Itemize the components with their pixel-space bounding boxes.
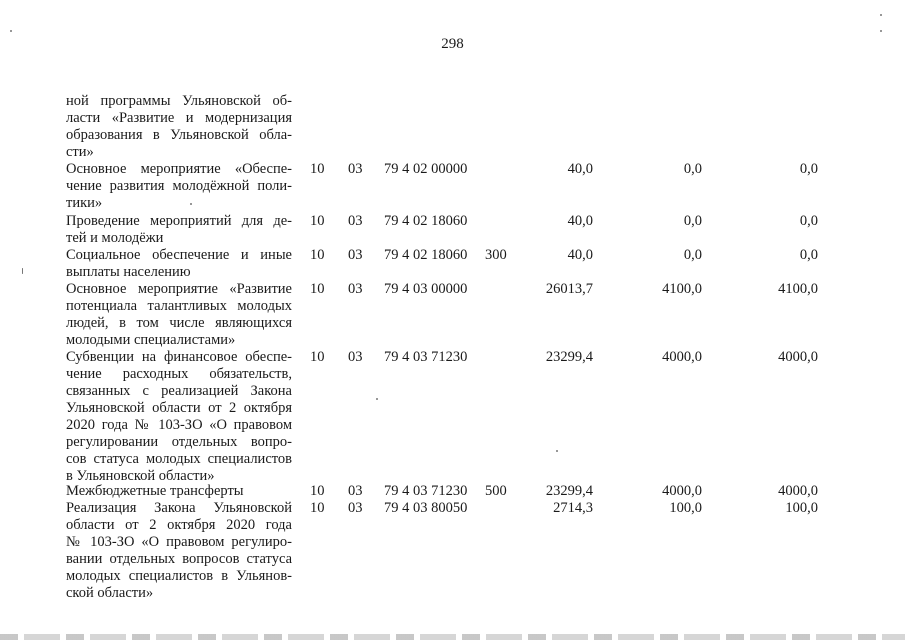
scan-edge-artifact: [0, 634, 905, 640]
amount-year-2: 0,0: [683, 247, 702, 263]
amount-year-3: 0,0: [799, 161, 818, 177]
section-code: 10: [310, 161, 325, 177]
row-name-line: ской области»: [66, 585, 154, 601]
subsection-code: 03: [348, 281, 363, 297]
amount-year-1: 40,0: [567, 161, 593, 177]
amount-year-1: 23299,4: [545, 349, 593, 365]
subsection-code: 03: [348, 500, 363, 516]
expense-type-code: 300: [485, 247, 507, 263]
row-name-line: выплаты населению: [66, 264, 191, 280]
row-name: [66, 500, 292, 602]
amount-year-2: 4000,0: [662, 349, 702, 365]
section-code: 10: [310, 483, 325, 499]
scan-speck: [880, 14, 882, 16]
row-name-line: вании отдельных вопросов статуса: [66, 551, 292, 567]
row-name-line: Реализация Закона Ульяновской: [66, 500, 292, 516]
row-name-line: Субвенции на финансовое обеспе-: [66, 349, 292, 365]
subsection-code: 03: [348, 247, 363, 263]
amount-year-1: 26013,7: [545, 281, 593, 297]
section-code: 10: [310, 281, 325, 297]
row-name-line: 2020 года № 103-ЗО «О правовом: [66, 417, 292, 433]
scan-speck: [556, 450, 558, 452]
target-article-code: 79 4 02 00000: [384, 161, 468, 177]
target-article-code: 79 4 02 18060: [384, 247, 468, 263]
amount-year-2: 0,0: [683, 213, 702, 229]
row-name-line: молодых специалистов в Ульянов-: [66, 568, 292, 584]
row-name-line: ласти «Развитие и модернизация: [66, 110, 292, 126]
subsection-code: 03: [348, 483, 363, 499]
row-name-line: Социальное обеспечение и иные: [66, 247, 292, 263]
row-name-line: тики»: [66, 195, 103, 211]
row-name: [66, 213, 292, 247]
row-name-line: Основное мероприятие «Обеспе-: [66, 161, 292, 177]
scan-speck: [376, 398, 378, 400]
row-name: [66, 483, 292, 500]
amount-year-3: 4000,0: [778, 349, 818, 365]
row-name-line: чение развития молодёжной поли-: [66, 178, 292, 194]
row-name: [66, 93, 292, 161]
amount-year-3: 0,0: [799, 247, 818, 263]
row-name-line: Основное мероприятие «Развитие: [66, 281, 292, 297]
row-name-line: чение расходных обязательств,: [66, 366, 292, 382]
page-number: 298: [441, 36, 464, 52]
target-article-code: 79 4 02 18060: [384, 213, 468, 229]
target-article-code: 79 4 03 71230: [384, 483, 468, 499]
amount-year-2: 0,0: [683, 161, 702, 177]
target-article-code: 79 4 03 71230: [384, 349, 468, 365]
amount-year-3: 100,0: [785, 500, 818, 516]
row-name-line: области от 2 октября 2020 года: [66, 517, 292, 533]
row-name: [66, 247, 292, 281]
amount-year-2: 4100,0: [662, 281, 702, 297]
amount-year-1: 40,0: [567, 213, 593, 229]
row-name-line: связанных с реализацией Закона: [66, 383, 292, 399]
amount-year-1: 23299,4: [545, 483, 593, 499]
row-name-line: людей, в том числе являющихся: [66, 315, 292, 331]
row-name: [66, 161, 292, 212]
amount-year-1: 2714,3: [553, 500, 593, 516]
row-name-line: ной программы Ульяновской об-: [66, 93, 292, 109]
amount-year-3: 4000,0: [778, 483, 818, 499]
target-article-code: 79 4 03 80050: [384, 500, 468, 516]
amount-year-3: 0,0: [799, 213, 818, 229]
row-name-line: регулировании отдельных вопро-: [66, 434, 292, 450]
amount-year-1: 40,0: [567, 247, 593, 263]
subsection-code: 03: [348, 349, 363, 365]
row-name: [66, 281, 292, 349]
section-code: 10: [310, 213, 325, 229]
section-code: 10: [310, 247, 325, 263]
amount-year-2: 100,0: [669, 500, 702, 516]
row-name-line: № 103-ЗО «О правовом регулиро-: [66, 534, 292, 550]
row-name-line: в Ульяновской области»: [66, 468, 215, 484]
amount-year-2: 4000,0: [662, 483, 702, 499]
row-name-line: Ульяновской области от 2 октября: [66, 400, 292, 416]
scan-speck: [10, 30, 12, 32]
subsection-code: 03: [348, 161, 363, 177]
row-name-line: сов статуса молодых специалистов: [66, 451, 292, 467]
row-name-line: потенциала талантливых молодых: [66, 298, 292, 314]
row-name: [66, 349, 292, 485]
target-article-code: 79 4 03 00000: [384, 281, 468, 297]
section-code: 10: [310, 349, 325, 365]
scan-speck: [190, 203, 192, 205]
amount-year-3: 4100,0: [778, 281, 818, 297]
row-name-line: тей и молодёжи: [66, 230, 164, 246]
row-name-line: образования в Ульяновской обла-: [66, 127, 292, 143]
row-name-line: Проведение мероприятий для де-: [66, 213, 292, 229]
section-code: 10: [310, 500, 325, 516]
subsection-code: 03: [348, 213, 363, 229]
row-name-line: сти»: [66, 144, 94, 160]
scan-speck: [22, 268, 23, 274]
row-name-line: молодыми специалистами»: [66, 332, 236, 348]
scan-speck: [880, 30, 882, 32]
row-name-line: Межбюджетные трансферты: [66, 483, 244, 499]
expense-type-code: 500: [485, 483, 507, 499]
